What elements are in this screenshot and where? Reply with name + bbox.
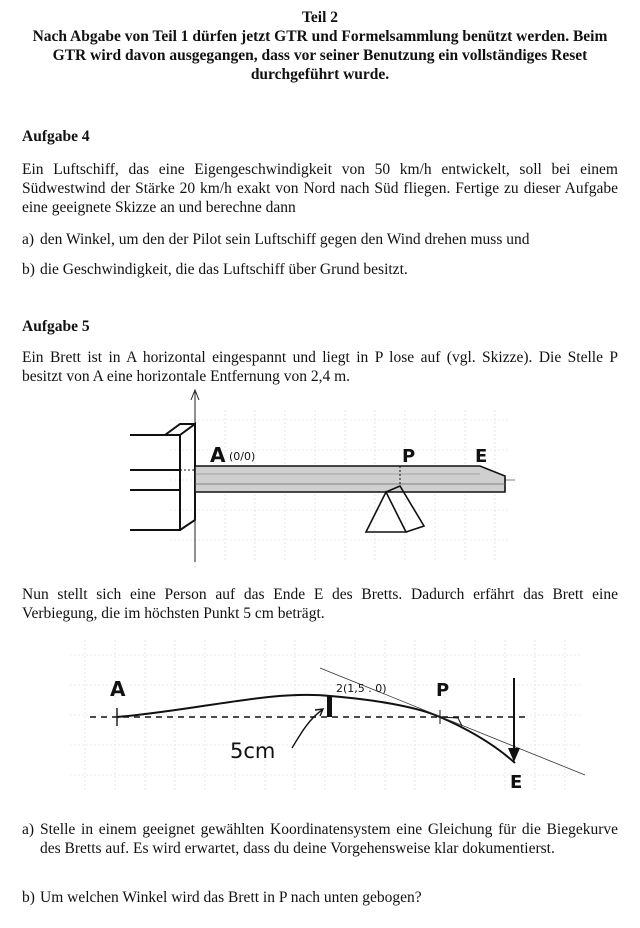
instructions-note: Nach Abgabe von Teil 1 dürfen jetzt GTR und Formelsammlung benützt werden. Beim GTR wird davon ausgegangen, dass vor seiner Benutzung ein vollständiges Reset durchgeführt wurde. (32, 28, 608, 83)
board (195, 466, 505, 492)
item-label: b) (22, 261, 35, 278)
label-5cm: 5cm (230, 739, 276, 763)
board-sketch-bent (0, 630, 640, 800)
label-A-coord: (0/0) (229, 450, 256, 463)
header (20, 8, 620, 84)
label-P: P (436, 680, 450, 701)
item-text: Stelle in einem geeignet gewählten Koordinatensystem eine Gleichung für die Biegekurve des Bretts auf. Es wird erwartet, dass du deine Vorgehensweise klar dokumentierst. (40, 821, 618, 857)
wall-clamp (130, 424, 195, 530)
pointer-arrow (292, 710, 322, 748)
item-text: den Winkel, um den der Pilot sein Luftschiff gegen den Wind drehen muss und (40, 231, 530, 248)
item-label: b) (22, 889, 35, 906)
task4-item-a (22, 230, 618, 249)
bent-board-curve (117, 695, 515, 763)
item-label: a) (22, 231, 35, 248)
part-title: Teil 2 (301, 9, 339, 26)
task4-item-b (22, 260, 618, 279)
task5-item-a (22, 820, 618, 858)
task4-text: Ein Luftschiff, das eine Eigengeschwindigkeit von 50 km/h entwickelt, soll bei einem Südwestwind der Stärke 20 km/h exakt von Nord nach Süd fliegen. Fertige zu dieser Aufgabe eine geeignete Skizze an und berechne dann (22, 161, 618, 216)
task4-heading: Aufgabe 4 (22, 128, 90, 145)
board-sketch-initial (0, 380, 640, 580)
support-prism (366, 486, 424, 532)
label-A: A (210, 443, 226, 467)
task5-text: Ein Brett ist in A horizontal eingespannt und liegt in P lose auf (vgl. Skizze). Die Stelle P besitzt von A eine horizontale Entfernung von 2,4 m. (22, 349, 618, 385)
item-label: a) (22, 821, 35, 838)
label-A: A (110, 677, 126, 701)
item-text: die Geschwindigkeit, die das Luftschiff über Grund besitzt. (40, 261, 408, 278)
task5-item-b (22, 888, 618, 907)
label-P: P (402, 446, 416, 467)
label-E: E (510, 772, 523, 793)
max-point-marker (327, 696, 332, 717)
label-max-point: 2(1,5 . 0) (336, 682, 387, 695)
sketch-grid (70, 640, 580, 790)
item-text: Um welchen Winkel wird das Brett in P nach unten gebogen? (40, 889, 422, 906)
task5-text2: Nun stellt sich eine Person auf das Ende E des Bretts. Dadurch erfährt das Brett eine Verbiegung, die im höchsten Punkt 5 cm beträgt. (22, 586, 618, 622)
task5-heading: Aufgabe 5 (22, 318, 90, 335)
label-E: E (475, 446, 488, 467)
